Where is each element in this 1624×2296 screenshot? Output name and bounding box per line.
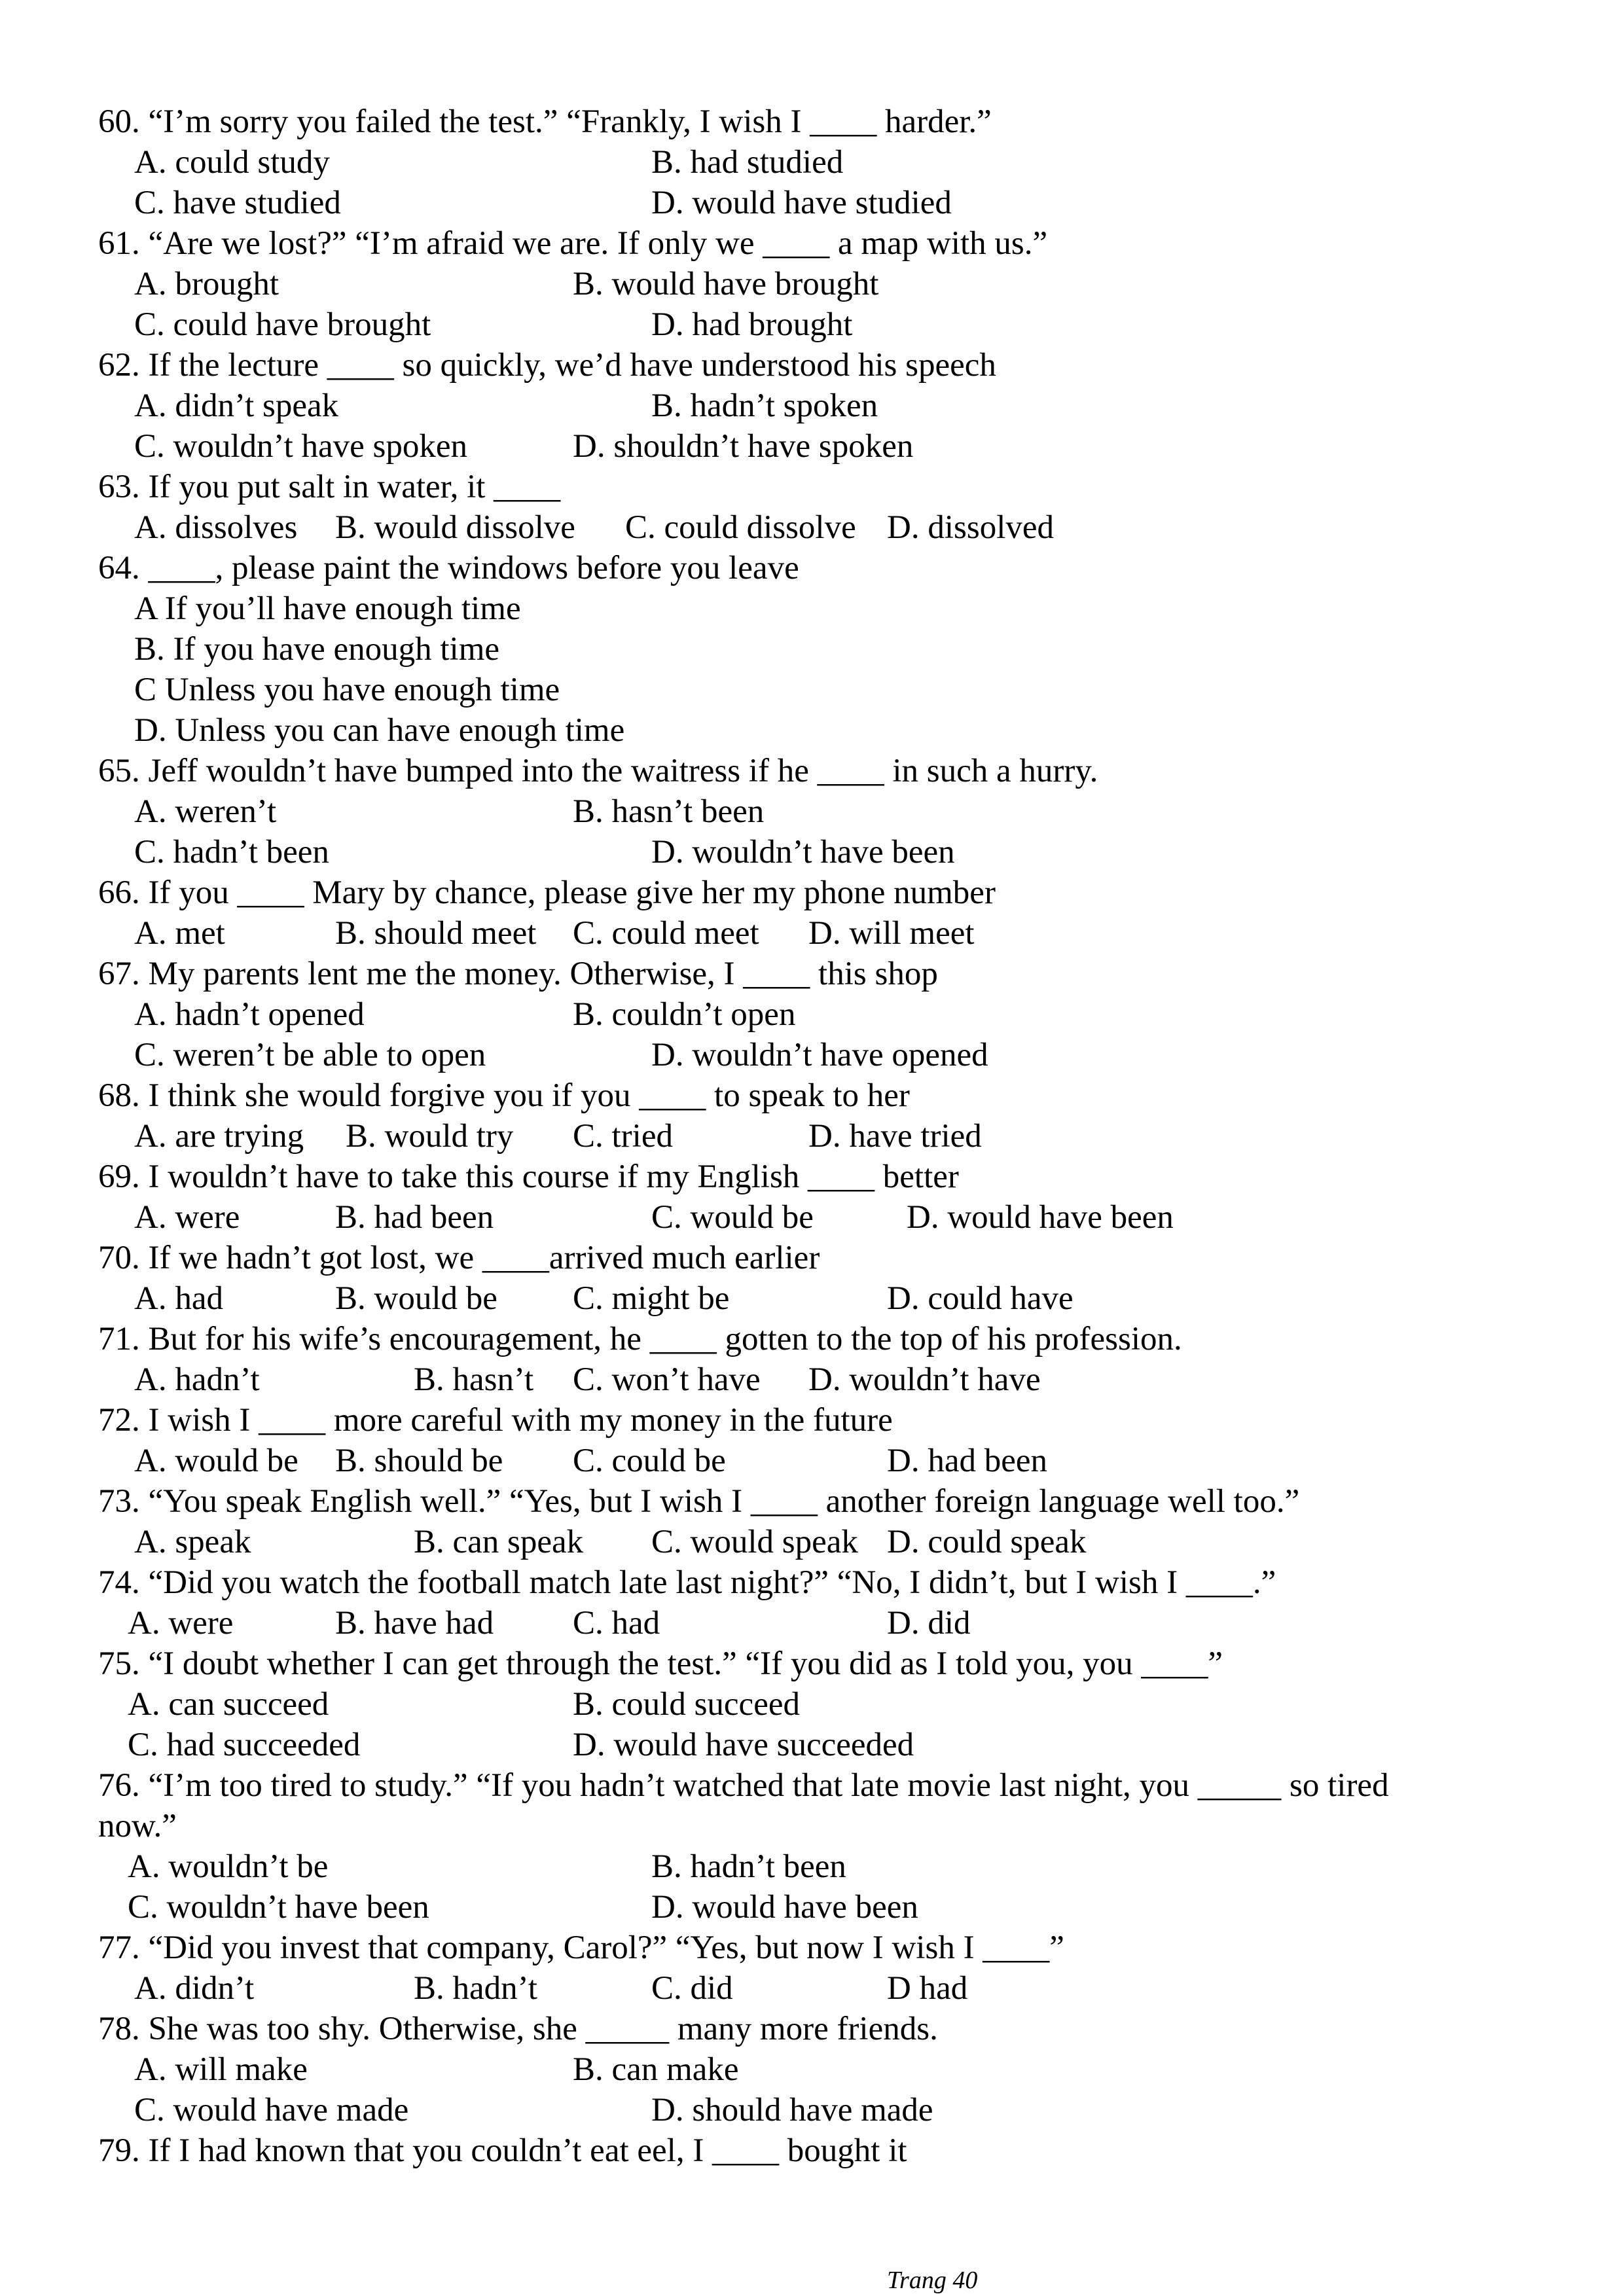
question-72-option-b: B. should be — [335, 1443, 503, 1479]
question-63-option-a: A. dissolves — [134, 509, 298, 546]
question-67-option-c: C. weren’t be able to open — [134, 1037, 486, 1073]
question-60-option-b: B. had studied — [651, 144, 844, 181]
question-63-option-b: B. would dissolve — [335, 509, 575, 546]
question-64-stem: 64. ____, please paint the windows before you leave — [98, 550, 799, 586]
question-61-option-d: D. had brought — [651, 306, 853, 343]
question-72-option-d: D. had been — [887, 1443, 1047, 1479]
question-68-option-b: B. would try — [346, 1118, 514, 1155]
question-60-option-a: A. could study — [134, 144, 330, 181]
question-60-option-c: C. have studied — [134, 185, 341, 221]
question-71-option-c: C. won’t have — [573, 1361, 761, 1398]
question-78-stem: 78. She was too shy. Otherwise, she _____ many more friends. — [98, 2011, 938, 2047]
question-74-option-d: D. did — [887, 1605, 971, 1641]
question-74-option-b: B. have had — [335, 1605, 494, 1641]
question-69-option-b: B. had been — [335, 1199, 494, 1236]
question-64-option-d: D. Unless you can have enough time — [134, 712, 625, 749]
question-77-option-a: A. didn’t — [134, 1970, 255, 2007]
question-69-stem: 69. I wouldn’t have to take this course if my English ____ better — [98, 1158, 959, 1195]
question-66-option-d: D. will meet — [808, 915, 975, 952]
question-66-option-a: A. met — [134, 915, 225, 952]
question-71-option-a: A. hadn’t — [134, 1361, 260, 1398]
question-66-stem: 66. If you ____ Mary by chance, please give her my phone number — [98, 874, 996, 911]
question-65-stem: 65. Jeff wouldn’t have bumped into the waitress if he ____ in such a hurry. — [98, 753, 1098, 789]
question-72-stem: 72. I wish I ____ more careful with my money in the future — [98, 1402, 893, 1439]
question-75-option-a: A. can succeed — [128, 1686, 329, 1723]
question-66-option-b: B. should meet — [335, 915, 537, 952]
question-65-option-a: A. weren’t — [134, 793, 277, 830]
question-62-option-a: A. didn’t speak — [134, 387, 339, 424]
question-74-stem: 74. “Did you watch the football match late last night?” “No, I didn’t, but I wish I ____.” — [98, 1564, 1276, 1601]
question-78-option-d: D. should have made — [651, 2092, 933, 2128]
question-67-option-b: B. couldn’t open — [573, 996, 796, 1033]
question-72-option-a: A. would be — [134, 1443, 298, 1479]
question-75-option-d: D. would have succeeded — [573, 1727, 914, 1763]
question-77-option-b: B. hadn’t — [414, 1970, 537, 2007]
question-77-option-c: C. did — [651, 1970, 733, 2007]
question-63-option-c: C. could dissolve — [625, 509, 856, 546]
question-64-option-b: B. If you have enough time — [134, 631, 500, 668]
question-76-option-c: C. wouldn’t have been — [128, 1889, 429, 1926]
question-67-stem: 67. My parents lent me the money. Otherwise, I ____ this shop — [98, 956, 938, 992]
question-71-stem: 71. But for his wife’s encouragement, he ____ gotten to the top of his profession. — [98, 1321, 1182, 1357]
question-70-option-a: A. had — [134, 1280, 223, 1317]
question-68-stem: 68. I think she would forgive you if you ____ to speak to her — [98, 1077, 910, 1114]
question-73-option-a: A. speak — [134, 1524, 251, 1560]
question-62-option-d: D. shouldn’t have spoken — [573, 428, 914, 465]
question-65-option-c: C. hadn’t been — [134, 834, 329, 870]
question-73-option-c: C. would speak — [651, 1524, 858, 1560]
question-76-option-a: A. wouldn’t be — [128, 1848, 329, 1885]
question-76-option-b: B. hadn’t been — [651, 1848, 846, 1885]
question-70-option-d: D. could have — [887, 1280, 1074, 1317]
question-60-option-d: D. would have studied — [651, 185, 952, 221]
question-64-option-c: C Unless you have enough time — [134, 672, 560, 708]
question-61-stem: 61. “Are we lost?” “I’m afraid we are. If only we ____ a map with us.” — [98, 225, 1048, 262]
question-77-option-d: D had — [887, 1970, 968, 2007]
page-number-footer: Trang 40 — [887, 2267, 978, 2294]
question-73-stem: 73. “You speak English well.” “Yes, but I wish I ____ another foreign language well too.” — [98, 1483, 1300, 1520]
question-63-option-d: D. dissolved — [887, 509, 1054, 546]
question-69-option-a: A. were — [134, 1199, 240, 1236]
question-66-option-c: C. could meet — [573, 915, 759, 952]
question-68-option-a: A. are trying — [134, 1118, 304, 1155]
question-72-option-c: C. could be — [573, 1443, 726, 1479]
question-78-option-b: B. can make — [573, 2051, 739, 2088]
question-74-option-c: C. had — [573, 1605, 660, 1641]
question-69-option-c: C. would be — [651, 1199, 814, 1236]
question-67-option-d: D. wouldn’t have opened — [651, 1037, 988, 1073]
question-76-stem: 76. “I’m too tired to study.” “If you hadn’t watched that late movie last night, you _____ so tired — [98, 1767, 1389, 1804]
question-68-option-c: C. tried — [573, 1118, 673, 1155]
question-76-stem-continued: now.” — [98, 1808, 177, 1844]
question-76-option-d: D. would have been — [651, 1889, 918, 1926]
question-65-option-d: D. wouldn’t have been — [651, 834, 955, 870]
question-62-option-b: B. hadn’t spoken — [651, 387, 878, 424]
question-61-option-b: B. would have brought — [573, 266, 879, 302]
question-63-stem: 63. If you put salt in water, it ____ — [98, 469, 561, 505]
question-65-option-b: B. hasn’t been — [573, 793, 765, 830]
question-70-option-c: C. might be — [573, 1280, 730, 1317]
question-70-option-b: B. would be — [335, 1280, 497, 1317]
question-75-stem: 75. “I doubt whether I can get through the test.” “If you did as I told you, you ____” — [98, 1645, 1223, 1682]
question-75-option-c: C. had succeeded — [128, 1727, 361, 1763]
question-64-option-a: A If you’ll have enough time — [134, 590, 521, 627]
question-69-option-d: D. would have been — [907, 1199, 1174, 1236]
question-73-option-b: B. can speak — [414, 1524, 584, 1560]
question-78-option-c: C. would have made — [134, 2092, 409, 2128]
question-77-stem: 77. “Did you invest that company, Carol?” “Yes, but now I wish I ____” — [98, 1929, 1064, 1966]
question-73-option-d: D. could speak — [887, 1524, 1087, 1560]
question-74-option-a: A. were — [128, 1605, 234, 1641]
question-75-option-b: B. could succeed — [573, 1686, 800, 1723]
question-79-stem: 79. If I had known that you couldn’t eat eel, I ____ bought it — [98, 2132, 907, 2169]
question-67-option-a: A. hadn’t opened — [134, 996, 365, 1033]
question-60-stem: 60. “I’m sorry you failed the test.” “Frankly, I wish I ____ harder.” — [98, 103, 992, 140]
question-78-option-a: A. will make — [134, 2051, 308, 2088]
question-62-stem: 62. If the lecture ____ so quickly, we’d have understood his speech — [98, 347, 996, 384]
question-61-option-a: A. brought — [134, 266, 279, 302]
question-71-option-d: D. wouldn’t have — [808, 1361, 1041, 1398]
question-62-option-c: C. wouldn’t have spoken — [134, 428, 468, 465]
question-70-stem: 70. If we hadn’t got lost, we ____arrived much earlier — [98, 1240, 820, 1276]
question-61-option-c: C. could have brought — [134, 306, 431, 343]
question-71-option-b: B. hasn’t — [414, 1361, 534, 1398]
question-68-option-d: D. have tried — [808, 1118, 982, 1155]
